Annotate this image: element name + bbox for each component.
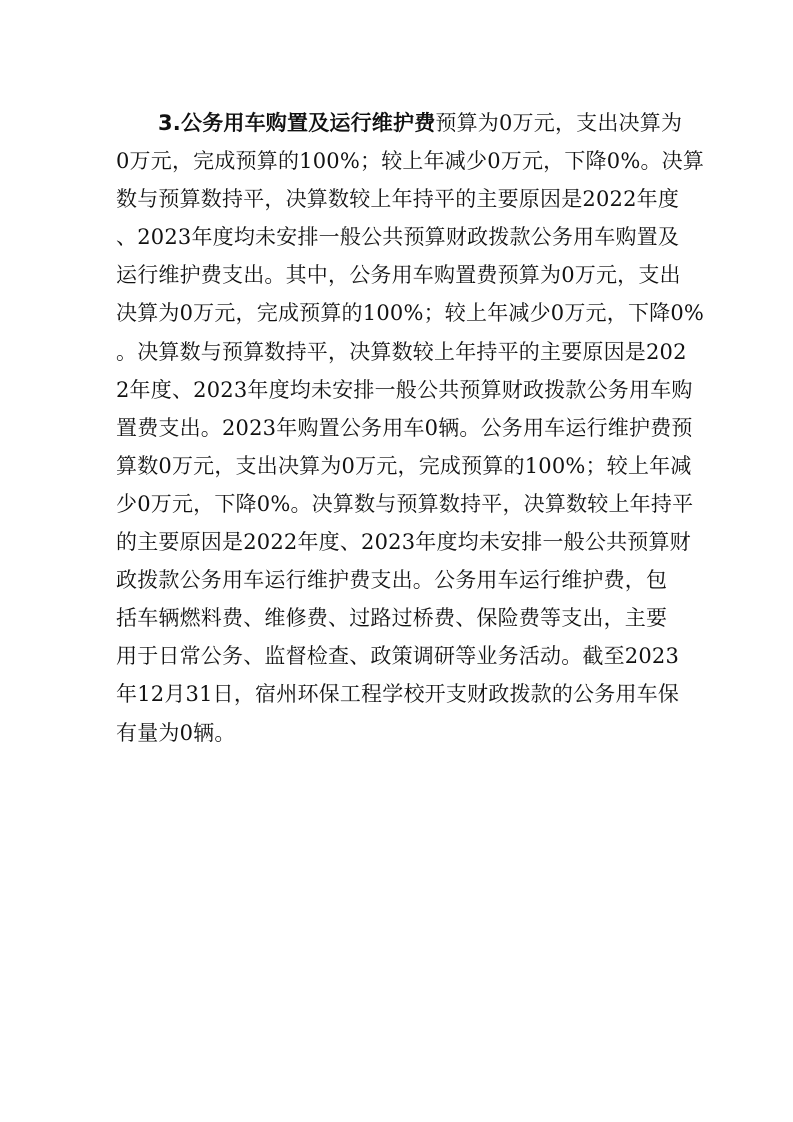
paragraph-line-1	[116, 104, 688, 142]
paragraph-line-14: 括车辆燃料费、维修费、过路过桥费、保险费等支出，主要	[116, 606, 668, 631]
paragraph-line-3: 数与预算数持平，决算数较上年持平的主要原因是2022年度	[116, 187, 680, 212]
paragraph-line-16: 年12月31日，宿州环保工程学校开支财政拨款的公务用车保	[116, 682, 680, 707]
paragraph-line-1-text: 预算为0万元，支出决算为	[435, 111, 683, 135]
section-heading: 3.公务用车购置及运行维护费	[158, 111, 436, 135]
paragraph-line-13: 政拨款公务用车运行维护费支出。公务用车运行维护费，包	[116, 568, 668, 593]
paragraph-line-10: 算数0万元，支出决算为0万元，完成预算的100%；较上年减	[116, 453, 692, 478]
paragraph-line-17: 有量为0辆。	[116, 720, 236, 745]
paragraph-line-8: 2年度、2023年度均未安排一般公共预算财政拨款公务用车购	[116, 377, 693, 402]
paragraph-line-9: 置费支出。2023年购置公务用车0辆。公务用车运行维护费预	[116, 415, 693, 440]
body-paragraph	[116, 104, 705, 752]
paragraph-line-15: 用于日常公务、监督检查、政策调研等业务活动。截至2023	[116, 644, 680, 669]
paragraph-line-4: 、2023年度均未安排一般公共预算财政拨款公务用车购置及	[116, 225, 680, 250]
paragraph-line-6: 决算为0万元，完成预算的100%；较上年减少0万元，下降0%	[116, 301, 705, 326]
paragraph-line-2: 0万元，完成预算的100%；较上年减少0万元，下降0%。决算	[116, 149, 705, 174]
paragraph-line-12: 的主要原因是2022年度、2023年度均未安排一般公共预算财	[116, 530, 691, 555]
paragraph-line-7: 。决算数与预算数持平，决算数较上年持平的主要原因是202	[116, 339, 687, 364]
paragraph-line-11: 少0万元，下降0%。决算数与预算数持平，决算数较上年持平	[116, 491, 694, 516]
paragraph-line-5: 运行维护费支出。其中，公务用车购置费预算为0万元，支出	[116, 263, 681, 288]
